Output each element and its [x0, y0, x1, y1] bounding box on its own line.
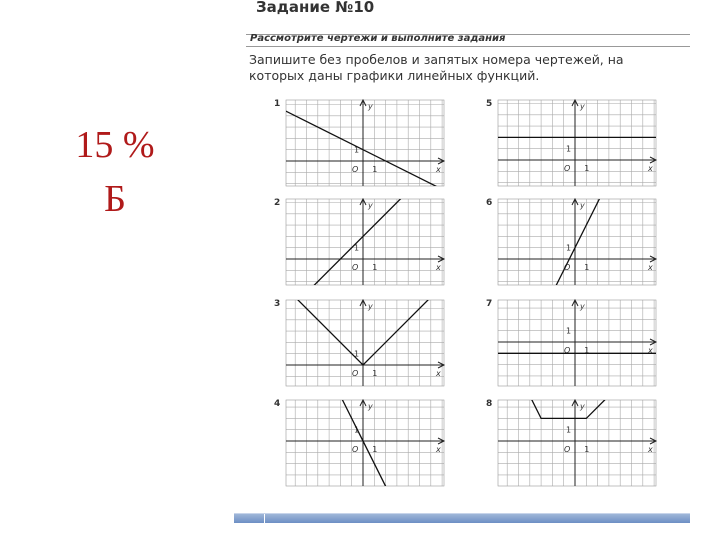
- task-subtitle: Рассмотрите чертежи и выполните задания: [250, 33, 506, 44]
- x-unit-label: 1: [584, 346, 590, 355]
- y-unit-label: 1: [354, 349, 360, 359]
- panel-frame: [498, 400, 656, 486]
- panel-frame: [498, 100, 656, 186]
- y-unit-label: 1: [566, 243, 572, 253]
- bar-divider: [264, 514, 265, 523]
- graph-number: 3: [274, 299, 281, 309]
- function-graph: [275, 273, 456, 365]
- graph-number: 8: [486, 399, 493, 409]
- function-graph: [530, 337, 668, 418]
- panel-frame: [286, 100, 444, 186]
- origin-label: O: [564, 346, 571, 355]
- x-axis-label: x: [648, 164, 653, 173]
- graph-number: 6: [486, 198, 493, 208]
- x-unit-label: 1: [372, 369, 378, 378]
- panel-frame: [498, 300, 656, 386]
- x-axis-label: x: [648, 346, 653, 355]
- y-axis-label: y: [580, 102, 585, 111]
- x-unit-label: 1: [584, 164, 590, 173]
- task-title: Задание №10: [256, 0, 375, 16]
- function-graph: [275, 106, 456, 196]
- x-axis-label: x: [436, 263, 441, 272]
- y-axis-label: y: [580, 302, 585, 311]
- graph-number: 1: [274, 99, 281, 109]
- x-unit-label: 1: [372, 445, 378, 454]
- graph-panel-5: [486, 99, 667, 186]
- x-axis-label: x: [648, 445, 653, 454]
- graph-panel-2: [274, 144, 455, 325]
- x-axis-label: x: [436, 445, 441, 454]
- panel-frame: [286, 300, 444, 386]
- window-bottom-bar: [234, 513, 690, 523]
- origin-label: O: [564, 445, 571, 454]
- function-graph: [487, 63, 668, 424]
- answer-letter: Б: [104, 178, 126, 220]
- origin-label: O: [352, 165, 359, 174]
- origin-label: O: [352, 369, 359, 378]
- graph-number: 4: [274, 399, 281, 409]
- y-unit-label: 1: [566, 326, 572, 336]
- x-unit-label: 1: [584, 445, 590, 454]
- x-unit-label: 1: [372, 263, 378, 272]
- graph-panel-7: [486, 299, 667, 386]
- x-unit-label: 1: [584, 263, 590, 272]
- y-unit-label: 1: [354, 145, 360, 155]
- y-axis-label: y: [580, 201, 585, 210]
- x-axis-label: x: [436, 369, 441, 378]
- y-axis-label: y: [368, 102, 373, 111]
- x-axis-label: x: [648, 263, 653, 272]
- y-axis-label: y: [368, 201, 373, 210]
- y-axis-label: y: [368, 402, 373, 411]
- x-axis-label: x: [436, 165, 441, 174]
- task-instruction: Запишите без пробелов и запятых номера чертежей, на которых даны графики линейных функций.: [249, 52, 624, 83]
- x-unit-label: 1: [372, 165, 378, 174]
- y-unit-label: 1: [566, 425, 572, 435]
- graph-panel-3: [274, 273, 455, 386]
- origin-label: O: [352, 263, 359, 272]
- panel-frame: [498, 199, 656, 285]
- graph-panel-6: [486, 63, 667, 424]
- worksheet: [234, 0, 690, 522]
- y-unit-label: 1: [354, 425, 360, 435]
- origin-label: O: [352, 445, 359, 454]
- panel-frame: [286, 199, 444, 285]
- graphs-area: [234, 0, 690, 522]
- y-axis-label: y: [368, 302, 373, 311]
- y-unit-label: 1: [354, 243, 360, 253]
- origin-label: O: [564, 164, 571, 173]
- function-graph: [275, 144, 456, 325]
- y-axis-label: y: [580, 402, 585, 411]
- panel-frame: [286, 400, 444, 486]
- side-note: [40, 118, 190, 226]
- origin-label: O: [564, 263, 571, 272]
- graph-panel-1: [274, 99, 455, 196]
- graph-number: 2: [274, 198, 281, 208]
- percent-label: 15 %: [75, 124, 155, 166]
- graph-panel-8: [486, 337, 667, 486]
- graph-number: 7: [486, 299, 493, 309]
- y-unit-label: 1: [566, 144, 572, 154]
- graph-number: 5: [486, 99, 493, 109]
